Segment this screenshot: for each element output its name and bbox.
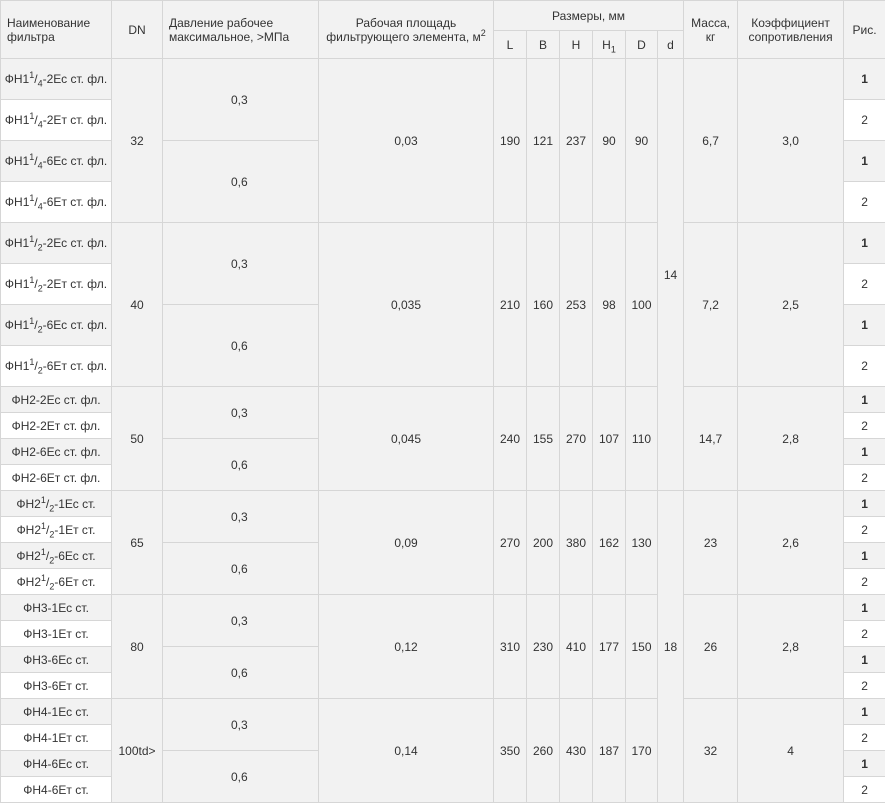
pressure-cell: 0,6 <box>163 751 319 803</box>
table-row <box>1 387 885 413</box>
header-H1 <box>593 31 626 59</box>
dim-h-cell: 270 <box>560 387 593 491</box>
dim-h1-cell: 177 <box>593 595 626 699</box>
fraction-numerator: 1 <box>29 111 35 121</box>
area-cell: 0,03 <box>319 59 494 223</box>
filter-name-cell: $ФН1^1/_2-6Ет$ ст. фл. <box>1 346 112 387</box>
filter-name-prefix: ФН1 <box>4 359 30 373</box>
filter-name-prefix: ФН3-1Ет ст. <box>23 626 89 641</box>
filter-name-suffix: -6Ес ст. фл. <box>42 318 108 332</box>
filter-name-prefix: ФН1 <box>4 236 30 250</box>
dim-b-cell: 121 <box>527 59 560 223</box>
fraction-denominator: 4 <box>37 201 43 212</box>
figure-cell: 1 <box>844 223 885 264</box>
fraction-numerator: 1 <box>29 234 35 244</box>
filter-name-prefix: ФН2 <box>16 574 42 589</box>
filter-name-prefix: ФН4-1Ет ст. <box>23 730 89 745</box>
filter-name-cell: $ФН2^1/_2-1Ет$ ст. <box>1 517 112 543</box>
table-body <box>1 59 885 803</box>
table-row <box>1 595 885 621</box>
figure-cell: 1 <box>844 647 885 673</box>
dim-l-cell: 270 <box>494 491 527 595</box>
figure-cell: 2 <box>844 182 885 223</box>
dim-d-cell: 150 <box>626 595 658 699</box>
filter-name-prefix: ФН2 <box>16 522 42 537</box>
header-area-sup: 2 <box>480 27 486 38</box>
filter-name-cell <box>1 673 112 699</box>
pressure-cell: 0,3 <box>163 387 319 439</box>
figure-cell: 2 <box>844 673 885 699</box>
dim-l-cell: 210 <box>494 223 527 387</box>
fraction-denominator: 2 <box>37 365 43 376</box>
filter-name-cell <box>1 465 112 491</box>
fraction-denominator: 2 <box>49 528 55 539</box>
filter-name-prefix: ФН1 <box>4 318 30 332</box>
fraction-denominator: 4 <box>37 160 43 171</box>
pressure-cell: 0,3 <box>163 223 319 305</box>
dim-b-cell: 230 <box>527 595 560 699</box>
dim-h-cell: 253 <box>560 223 593 387</box>
figure-cell: 1 <box>844 305 885 346</box>
coef-cell: 3,0 <box>738 59 844 223</box>
dim-d-cell: 18 <box>658 491 684 803</box>
header-B: B <box>527 31 560 59</box>
filter-name-prefix: ФН1 <box>4 72 30 86</box>
pressure-cell: 0,6 <box>163 439 319 491</box>
filter-name-prefix: ФН2-2Ет ст. фл. <box>11 418 101 433</box>
table-row <box>1 491 885 517</box>
mass-cell: 7,2 <box>684 223 738 387</box>
coef-cell: 2,5 <box>738 223 844 387</box>
filter-name-cell <box>1 699 112 725</box>
filter-name-cell <box>1 413 112 439</box>
dim-d-cell: 170 <box>626 699 658 803</box>
filter-name-suffix: -2Ес ст. фл. <box>42 72 108 86</box>
dim-d-cell: 100 <box>626 223 658 387</box>
fraction-numerator: 1 <box>40 546 46 557</box>
header-area-text: Рабочая площадь фильтрующего элемента, м <box>326 15 481 44</box>
filter-name-cell: $ФН1^1/_4-6Ет$ ст. фл. <box>1 182 112 223</box>
filter-name-prefix: ФН1 <box>4 154 30 168</box>
figure-cell: 1 <box>844 699 885 725</box>
pressure-cell: 0,3 <box>163 699 319 751</box>
filter-name-cell <box>1 751 112 777</box>
fraction-denominator: 2 <box>49 580 55 591</box>
filter-name-prefix: ФН2-6Ес ст. фл. <box>11 444 101 459</box>
dn-cell: 50 <box>112 387 163 491</box>
dim-l-cell: 240 <box>494 387 527 491</box>
dim-b-cell: 200 <box>527 491 560 595</box>
dn-cell: 80 <box>112 595 163 699</box>
header-mass: Масса, кг <box>684 1 738 59</box>
filter-name-cell <box>1 777 112 803</box>
filter-name-cell: $ФН2^1/_2-6Ет$ ст. <box>1 569 112 595</box>
fraction-denominator: 2 <box>37 283 43 294</box>
figure-cell: 2 <box>844 777 885 803</box>
filter-name-prefix: ФН2 <box>16 496 41 511</box>
coef-cell: 2,6 <box>738 491 844 595</box>
fraction-numerator: 1 <box>29 316 35 326</box>
figure-cell: 2 <box>844 413 885 439</box>
filter-name-prefix: ФН3-1Ес ст. <box>23 600 89 615</box>
figure-cell: 2 <box>844 465 885 491</box>
fraction-denominator: 2 <box>49 502 55 513</box>
fraction-numerator: 1 <box>40 494 46 505</box>
table-row <box>1 699 885 725</box>
dim-h-cell: 410 <box>560 595 593 699</box>
filter-name-prefix: ФН2-2Ес ст. фл. <box>11 392 101 407</box>
filter-name-suffix: -2Ет ст. фл. <box>42 113 108 127</box>
figure-cell: 1 <box>844 595 885 621</box>
table-row <box>1 223 885 264</box>
filter-name-cell: $ФН1^1/_2-2Ет$ ст. фл. <box>1 264 112 305</box>
dim-d-cell: 90 <box>626 59 658 223</box>
filter-name-cell: $ФН1^1/_4-2Ес$ ст. фл. <box>1 59 112 100</box>
filter-name-cell: $ФН1^1/_2-2Ес$ ст. фл. <box>1 223 112 264</box>
dim-h-cell: 237 <box>560 59 593 223</box>
header-H1-text: H <box>602 37 611 52</box>
header-coef: Коэффициент сопротивления <box>738 1 844 59</box>
filter-name-cell: $ФН1^1/_4-2Ет$ ст. фл. <box>1 100 112 141</box>
filter-name-cell <box>1 387 112 413</box>
fraction-denominator: 2 <box>49 554 55 565</box>
figure-cell: 2 <box>844 569 885 595</box>
dim-b-cell: 160 <box>527 223 560 387</box>
dn-cell: 100td> <box>112 699 163 803</box>
dim-h1-cell: 187 <box>593 699 626 803</box>
filter-name-suffix: -1Ет ст. <box>54 522 96 537</box>
filter-name-prefix: ФН3-6Ет ст. <box>23 678 89 693</box>
header-fig: Рис. <box>844 1 885 59</box>
header-dims: Размеры, мм <box>494 1 684 31</box>
dim-b-cell: 260 <box>527 699 560 803</box>
header-D: D <box>626 31 658 59</box>
dim-h1-cell: 107 <box>593 387 626 491</box>
figure-cell: 2 <box>844 346 885 387</box>
area-cell: 0,035 <box>319 223 494 387</box>
area-cell: 0,12 <box>319 595 494 699</box>
filter-name-cell <box>1 621 112 647</box>
filter-name-suffix: -6Ес ст. фл. <box>42 154 108 168</box>
figure-cell: 2 <box>844 621 885 647</box>
figure-cell: 2 <box>844 725 885 751</box>
header-name: Наименование фильтра <box>1 1 112 59</box>
figure-cell: 1 <box>844 439 885 465</box>
fraction-denominator: 4 <box>37 119 43 130</box>
dim-l-cell: 350 <box>494 699 527 803</box>
filter-name-suffix: -6Ет ст. <box>54 574 96 589</box>
dim-h-cell: 430 <box>560 699 593 803</box>
figure-cell: 1 <box>844 543 885 569</box>
mass-cell: 26 <box>684 595 738 699</box>
fraction-numerator: 1 <box>29 152 35 162</box>
fraction-numerator: 1 <box>29 193 35 203</box>
area-cell: 0,045 <box>319 387 494 491</box>
filter-name-cell <box>1 439 112 465</box>
header-dn: DN <box>112 1 163 59</box>
table-row <box>1 59 885 100</box>
dn-cell: 32 <box>112 59 163 223</box>
fraction-numerator: 1 <box>41 572 47 583</box>
dn-cell: 40 <box>112 223 163 387</box>
filter-name-cell <box>1 725 112 751</box>
filter-name-cell <box>1 647 112 673</box>
pressure-cell: 0,6 <box>163 305 319 387</box>
header-row-1 <box>1 1 885 31</box>
filter-name-suffix: -6Ес ст. <box>54 548 96 563</box>
filter-name-cell: $ФН2^1/_2-6Ес$ ст. <box>1 543 112 569</box>
header-d: d <box>658 31 684 59</box>
mass-cell: 32 <box>684 699 738 803</box>
filter-name-suffix: -6Ет ст. фл. <box>42 359 108 373</box>
figure-cell: 1 <box>844 141 885 182</box>
filter-name-cell: $ФН2^1/_2-1Ес$ ст. <box>1 491 112 517</box>
dn-cell: 65 <box>112 491 163 595</box>
filter-name-suffix: -6Ет ст. фл. <box>42 195 108 209</box>
pressure-cell: 0,6 <box>163 647 319 699</box>
dim-l-cell: 310 <box>494 595 527 699</box>
pressure-cell: 0,3 <box>163 59 319 141</box>
filter-name-prefix: ФН4-6Ет ст. <box>23 782 89 797</box>
figure-cell: 1 <box>844 751 885 777</box>
header-H1-sub: 1 <box>610 43 616 54</box>
mass-cell: 14,7 <box>684 387 738 491</box>
filter-name-suffix: -2Ет ст. фл. <box>42 277 108 291</box>
dim-l-cell: 190 <box>494 59 527 223</box>
fraction-denominator: 4 <box>37 78 43 89</box>
filter-name-prefix: ФН2-6Ет ст. фл. <box>11 470 101 485</box>
mass-cell: 23 <box>684 491 738 595</box>
dim-h1-cell: 162 <box>593 491 626 595</box>
header-L: L <box>494 31 527 59</box>
pressure-cell: 0,6 <box>163 141 319 223</box>
dim-d-cell: 130 <box>626 491 658 595</box>
header-area <box>319 1 494 59</box>
figure-cell: 1 <box>844 387 885 413</box>
filter-name-cell: $ФН1^1/_4-6Ес$ ст. фл. <box>1 141 112 182</box>
dim-d-cell: 110 <box>626 387 658 491</box>
filter-name-suffix: -1Ес ст. <box>54 496 96 511</box>
coef-cell: 2,8 <box>738 595 844 699</box>
fraction-numerator: 1 <box>29 357 35 367</box>
header-pressure: Давление рабочее максимальное, >МПа <box>163 1 319 59</box>
dim-h-cell: 380 <box>560 491 593 595</box>
dim-b-cell: 155 <box>527 387 560 491</box>
pressure-cell: 0,3 <box>163 491 319 543</box>
area-cell: 0,14 <box>319 699 494 803</box>
dim-h1-cell: 98 <box>593 223 626 387</box>
figure-cell: 1 <box>844 59 885 100</box>
filter-name-prefix: ФН1 <box>4 113 30 127</box>
fraction-numerator: 1 <box>29 70 35 80</box>
fraction-numerator: 1 <box>29 275 35 285</box>
mass-cell: 6,7 <box>684 59 738 223</box>
figure-cell: 2 <box>844 517 885 543</box>
filter-name-cell <box>1 595 112 621</box>
coef-cell: 4 <box>738 699 844 803</box>
pressure-cell: 0,3 <box>163 595 319 647</box>
fraction-denominator: 2 <box>37 242 43 253</box>
dim-h1-cell: 90 <box>593 59 626 223</box>
filter-name-prefix: ФН3-6Ес ст. <box>23 652 89 667</box>
fraction-numerator: 1 <box>41 520 47 531</box>
filter-name-prefix: ФН1 <box>4 277 30 291</box>
figure-cell: 2 <box>844 100 885 141</box>
fraction-denominator: 2 <box>37 324 43 335</box>
filter-name-suffix: -2Ес ст. фл. <box>42 236 108 250</box>
dim-d-cell: 14 <box>658 59 684 491</box>
filter-name-prefix: ФН4-6Ес ст. <box>23 756 89 771</box>
filter-name-prefix: ФН4-1Ес ст. <box>23 704 89 719</box>
header-H: H <box>560 31 593 59</box>
filter-name-cell: $ФН1^1/_2-6Ес$ ст. фл. <box>1 305 112 346</box>
figure-cell: 2 <box>844 264 885 305</box>
figure-cell: 1 <box>844 491 885 517</box>
pressure-cell: 0,6 <box>163 543 319 595</box>
filter-name-prefix: ФН1 <box>4 195 30 209</box>
filter-name-prefix: ФН2 <box>16 548 41 563</box>
coef-cell: 2,8 <box>738 387 844 491</box>
area-cell: 0,09 <box>319 491 494 595</box>
